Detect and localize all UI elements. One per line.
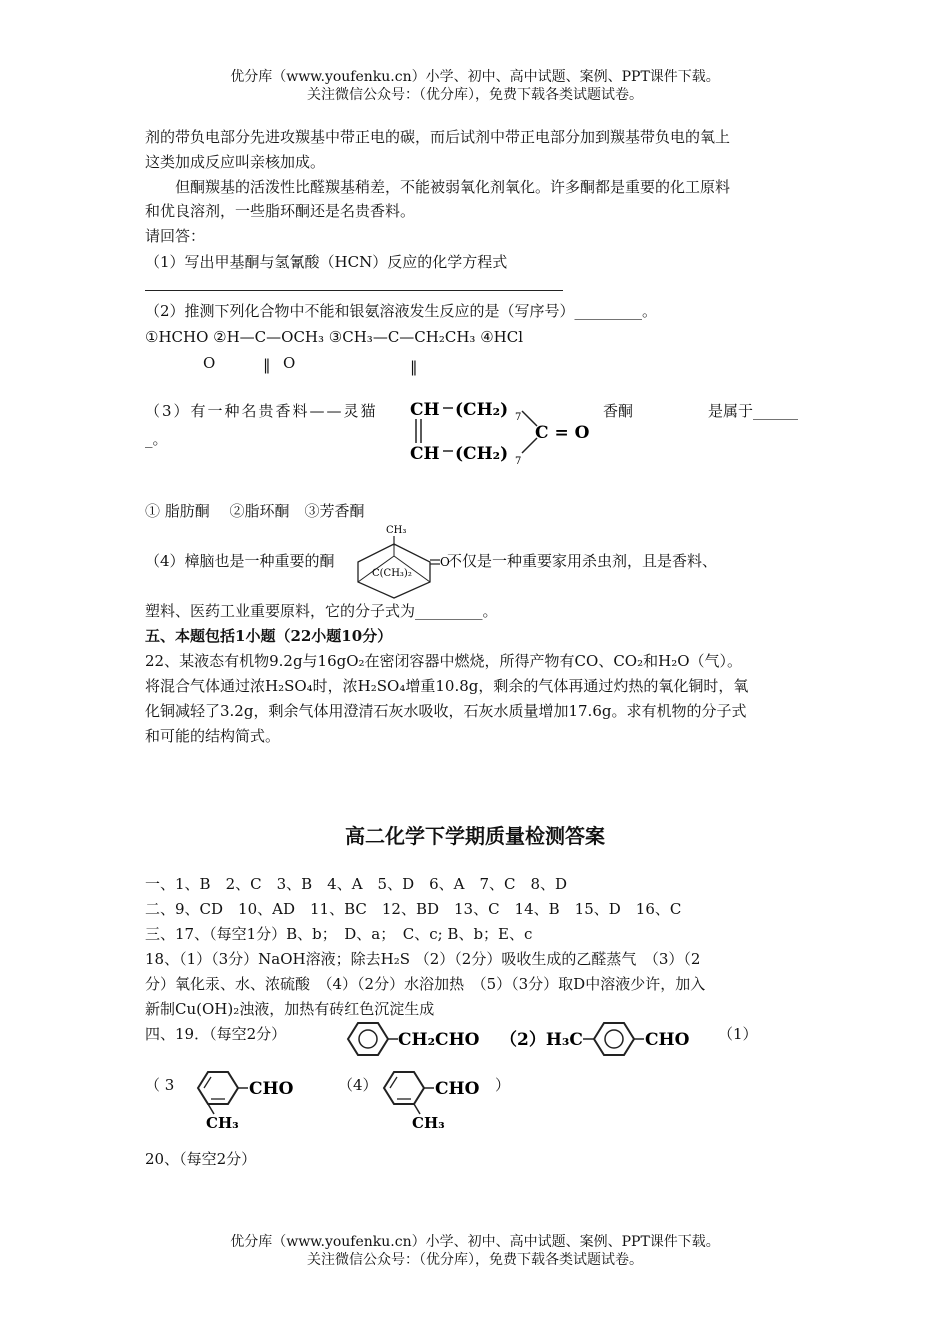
- civetone-sub-bottom: 7: [515, 456, 522, 467]
- question-4-prefix: （4）樟脑也是一种重要的酮: [145, 552, 335, 570]
- question-4-suffix: 不仅是一种重要家用杀虫剂，且是香料、: [447, 552, 718, 570]
- answer-19-2-label: （2）H₃C: [500, 1030, 583, 1050]
- page-header-line1: 优分库（www.youfenku.cn）小学、初中、高中试题、案例、PPT课件下载。: [230, 69, 720, 85]
- answer-19-label-4: （4）: [338, 1076, 378, 1094]
- civetone-sub-top: 7: [515, 412, 522, 423]
- question-22-line1: 22、某液态有机物9.2g与16gO₂在密闭容器中燃烧，所得产物有CO、CO₂和H₂O（气）。: [145, 652, 743, 670]
- answer-19-structure-4: [378, 1066, 490, 1130]
- answer-19-label-3: （ 3: [145, 1076, 175, 1094]
- question-22-line4: 和可能的结构简式。: [145, 727, 281, 745]
- question-3-choices: ① 脂肪酮 ②脂环酮 ③芳香酮: [145, 502, 365, 520]
- question-3-prefix: （3）有一种名贵香料——灵猫: [145, 402, 378, 420]
- intro-ask: 请回答：: [145, 227, 206, 245]
- answer-19-1-group: CH₂CHO: [398, 1030, 480, 1050]
- answer-19-structures-row1: [338, 1018, 718, 1060]
- answer-19-4-group: CHO: [435, 1079, 480, 1099]
- answer-blank-line: [145, 290, 563, 291]
- question-2-oxygen-2: O: [283, 354, 296, 372]
- civetone-ch2-bottom: (CH₂): [455, 444, 509, 464]
- question-3-suffix: 是属于______: [708, 402, 799, 420]
- question-22-line3: 化铜减轻了3.2g，剩余气体用澄清石灰水吸收，石灰水质量增加17.6g。求有机物的分子式: [145, 702, 747, 720]
- intro-p1-line1: 剂的带负电部分先进攻羰基中带正电的碳，而后试剂中带正电部分加到羰基带负电的氧上: [145, 128, 731, 146]
- section-5-heading: 五、本题包括1小题（22小题10分）: [145, 627, 393, 645]
- answer-19-2-group: CHO: [645, 1030, 690, 1050]
- answer-18-line2: 分）氧化汞、水、浓硫酸 （4）（2分）水浴加热 （5）（3分）取D中溶液少许，加入: [145, 975, 706, 993]
- answer-19-prefix: 四、19．（每空2分）: [145, 1025, 287, 1043]
- civetone-ch2-top: (CH₂): [455, 400, 509, 420]
- answer-19-structure-3: [192, 1066, 304, 1130]
- question-4-line2: 塑料、医药工业重要原料，它的分子式为_________。: [145, 602, 498, 620]
- page-header-line2: 关注微信公众号：（优分库），免费下载各类试题试卷。: [307, 87, 643, 103]
- question-2-oxygen-1: O: [203, 354, 216, 372]
- intro-p2-line1: 但酮羰基的活泼性比醛羰基稍差，不能被弱氧化剂氧化。许多酮都是重要的化工原料: [175, 178, 731, 196]
- civetone-carbonyl: C = O: [535, 423, 590, 443]
- answers-title: 高二化学下学期质量检测答案: [345, 824, 605, 848]
- civetone-ch-top: CH: [410, 400, 440, 420]
- question-3-mid: 香酮: [603, 402, 634, 420]
- answer-19-close: ）: [495, 1076, 511, 1094]
- camphor-gem-dimethyl: C(CH₃)₂: [372, 568, 412, 579]
- answers-part-2: 二、9、CD 10、AD 11、BC 12、BD 13、C 14、B 15、D 16、C: [145, 900, 682, 918]
- civetone-structure: [405, 393, 595, 468]
- civetone-ch-bottom: CH: [410, 444, 440, 464]
- answer-19-label-1: （1）: [718, 1025, 758, 1043]
- camphor-methyl: CH₃: [386, 525, 407, 536]
- intro-p1-line2: 这类加成反应叫亲核加成。: [145, 153, 326, 171]
- answer-19-3-group: CHO: [249, 1079, 294, 1099]
- camphor-structure: [346, 520, 451, 600]
- question-1: （1）写出甲基酮与氢氰酸（HCN）反应的化学方程式: [145, 253, 508, 271]
- question-3-cont: _。: [145, 430, 168, 448]
- question-22-line2: 将混合气体通过浓H₂SO₄时，浓H₂SO₄增重10.8g，剩余的气体再通过灼热的氧化铜时，氧: [145, 677, 749, 695]
- answers-part-3: 三、17、（每空1分）B、b； D、a； C、c; B、b；E、c: [145, 925, 533, 943]
- answer-19-3-methyl: CH₃: [206, 1114, 239, 1130]
- answer-20: 20、（每空2分）: [145, 1150, 257, 1168]
- question-2-double-bond-2: ‖: [410, 358, 418, 376]
- page-footer-line1: 优分库（www.youfenku.cn）小学、初中、高中试题、案例、PPT课件下载。: [230, 1234, 720, 1250]
- answers-part-1: 一、1、B 2、C 3、B 4、A 5、D 6、A 7、C 8、D: [145, 875, 568, 893]
- answer-18-line1: 18、（1）（3分）NaOH溶液；除去H₂S （2）（2分）吸收生成的乙醛蒸气 （3）（2: [145, 950, 701, 968]
- question-2: （2）推测下列化合物中不能和银氨溶液发生反应的是（写序号）_________。: [145, 302, 658, 320]
- intro-p2-line2: 和优良溶剂，一些脂环酮还是名贵香料。: [145, 202, 416, 220]
- camphor-oxygen: O: [440, 555, 450, 569]
- page-footer-line2: 关注微信公众号：（优分库），免费下载各类试题试卷。: [307, 1252, 643, 1268]
- question-2-double-bond-1: ‖: [263, 356, 271, 374]
- answer-19-4-methyl: CH₃: [412, 1114, 445, 1130]
- answer-18-line3: 新制Cu(OH)₂浊液，加热有砖红色沉淀生成: [145, 1000, 435, 1018]
- question-2-options: ①HCHO ②H—C—OCH₃ ③CH₃—C—CH₂CH₃ ④HCl: [145, 328, 524, 346]
